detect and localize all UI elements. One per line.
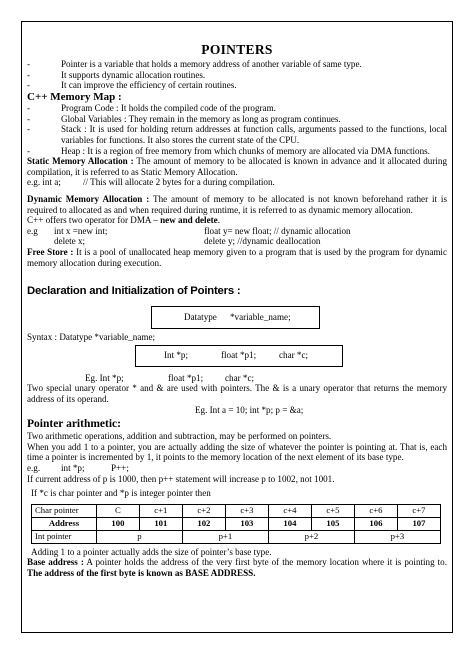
free-store-paragraph: Free Store : It is a pool of unallocated heap memory given to a program that is used by the program for dynamic memory allocation during execution. bbox=[27, 247, 447, 268]
intro-bullets bbox=[27, 59, 447, 91]
base-address-paragraph: Base address : A pointer holds the address of the very first byte of the memory location where it is pointing to. The address of the first byte is known as BASE ADDRESS. bbox=[27, 557, 448, 578]
static-allocation-example: e.g. int a; // This will allocate 2 bytes for a during compilation. bbox=[27, 177, 275, 188]
pointer-arithmetic-heading: Pointer arithmetic: bbox=[27, 418, 121, 431]
declaration-examples-box: Int *p; float *p1; char *c; bbox=[135, 345, 343, 367]
dma-example-row-2: delete x; delete y; //dynamic deallocation bbox=[54, 236, 321, 247]
dma-example-row-1: e.g int x =new int; float y= new float; // dynamic allocation bbox=[27, 225, 351, 236]
declaration-heading: Declaration and Initialization of Pointers : bbox=[27, 285, 241, 298]
arithmetic-text-3: If current address of p is 1000, then p++ statement will increase p to 1002, not 1001. bbox=[27, 473, 335, 484]
table-row: Char pointer C c+1 c+2 c+3 c+4 c+5 c+6 c+7 bbox=[32, 504, 441, 517]
pointer-address-table bbox=[31, 504, 441, 544]
arithmetic-text-4: If *c is char pointer and *p is integer pointer then bbox=[31, 488, 211, 499]
static-allocation-paragraph: Static Memory Allocation : The amount of memory to be allocated is known in advance and it allocated during compilation, it is referred to as Static Memory Allocation. bbox=[27, 156, 447, 177]
memory-map-list bbox=[27, 103, 447, 156]
arithmetic-example: e.g. int *p; P++; bbox=[27, 462, 129, 473]
footer-line-1: Adding 1 to a pointer actually adds the size of pointer’s base type. bbox=[31, 546, 272, 557]
list-item: - It can improve the efficiency of certain routines. bbox=[27, 80, 237, 91]
dma-operators-line: C++ offers two operator for DMA – new and delete. bbox=[27, 215, 220, 226]
page-title: POINTERS bbox=[201, 42, 273, 57]
list-item: - It supports dynamic allocation routines. bbox=[27, 69, 206, 80]
memory-map-heading: C++ Memory Map : bbox=[27, 90, 122, 103]
list-item: - Program Code : It holds the compiled code of the program. bbox=[27, 103, 276, 114]
arithmetic-text-2: When you add 1 to a pointer, you are actually adding the size of whatever the pointer is pointing at. That is, each time a pointer is incremented by 1, it points to the memory location of the next element of its base type. bbox=[27, 441, 447, 463]
table-row: Address 100 101 102 103 104 105 106 107 bbox=[32, 517, 441, 530]
table-row: Int pointer p p+1 p+2 p+3 bbox=[32, 530, 441, 543]
declaration-examples-line: Eg. Int *p; float *p1; char *c; bbox=[85, 372, 255, 383]
list-item: - Heap : It is a region of free memory from which chunks of memory are allocated via DMA functions. bbox=[27, 145, 430, 156]
list-item: - Global Variables : They remain in the memory as long as program continues. bbox=[27, 113, 341, 124]
list-item: - Pointer is a variable that holds a memory address of another variable of same type. bbox=[27, 59, 362, 69]
list-item: - Stack : It is used for holding return addresses at function calls, arguments passed to the functions, local variables for functions. It also stores the current state of the CPU. bbox=[27, 124, 447, 146]
address-example-line: Eg. Int a = 10; int *p; p = &a; bbox=[195, 404, 304, 415]
syntax-box: Datatype *variable_name; bbox=[151, 306, 320, 329]
syntax-line: Syntax : Datatype *variable_name; bbox=[27, 332, 156, 343]
content bbox=[27, 42, 447, 579]
arithmetic-text-1: Two arithmetic operations, addition and subtraction, may be performed on pointers. bbox=[27, 431, 332, 442]
operators-paragraph: Two special unary operator * and & are used with pointers. The & is a unary operator that returns the memory address of its operand. bbox=[27, 383, 447, 404]
dynamic-allocation-paragraph: Dynamic Memory Allocation : The amount of memory to be allocated is not known beforehand rather it is required to allocated as and when required during runtime, it is referred to as dynamic memory allocation. bbox=[27, 194, 448, 215]
